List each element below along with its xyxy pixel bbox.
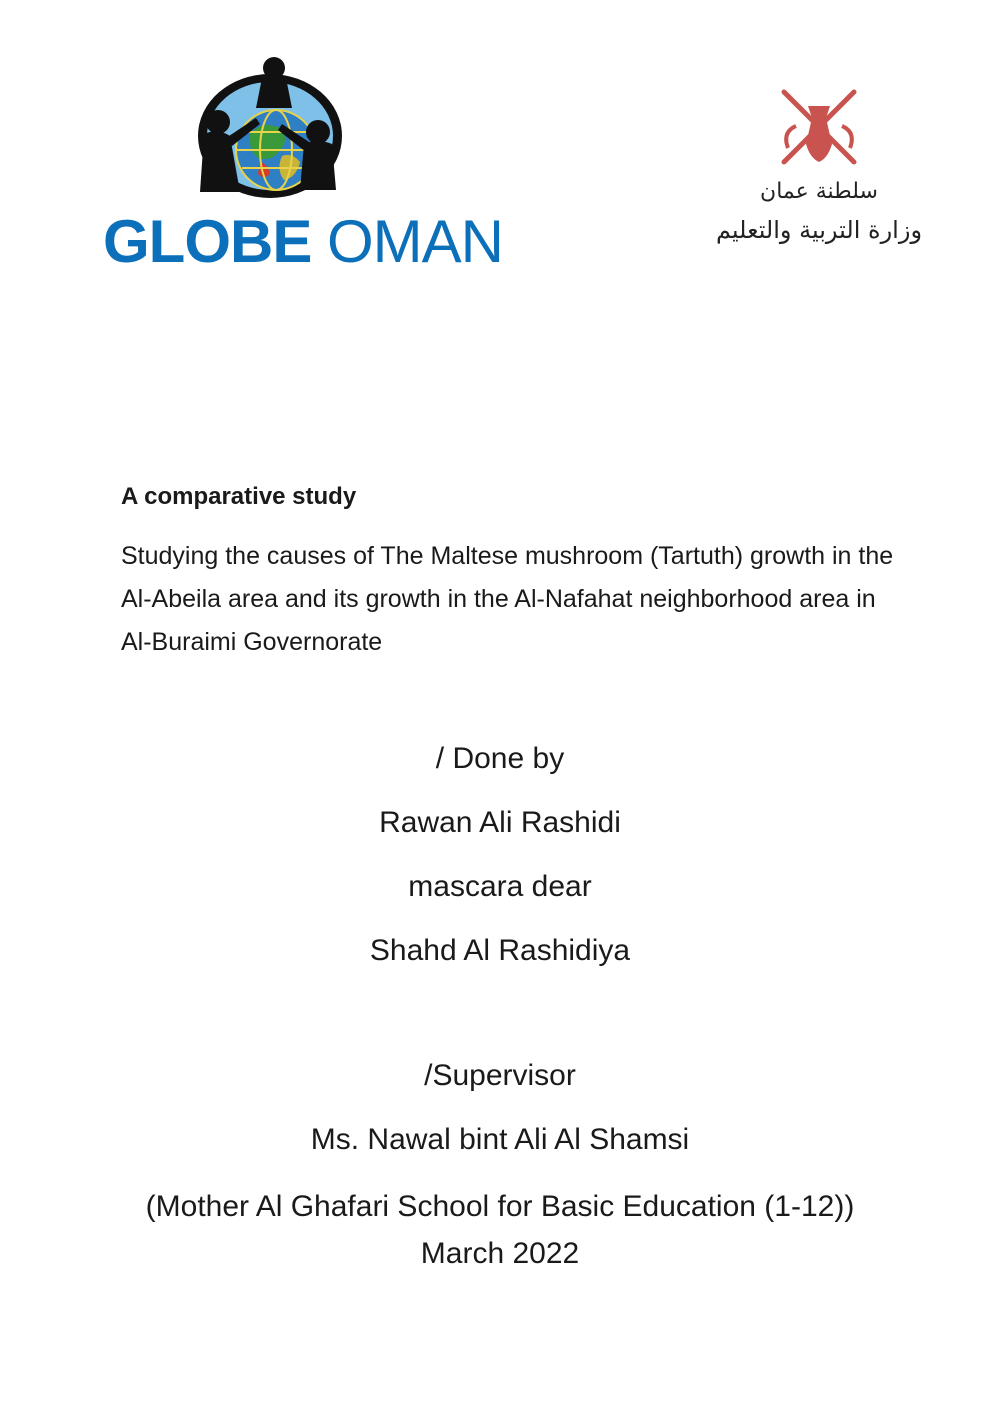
- ministry-text-line2: وزارة التربية والتعليم: [715, 216, 923, 244]
- globe-emblem-icon: [190, 52, 360, 204]
- supervisor-name: Ms. Nawal bint Ali Al Shamsi: [310, 1123, 690, 1156]
- globe-oman-wordmark: [103, 206, 503, 278]
- ministry-text-line1: سلطنة عمان: [760, 179, 878, 204]
- wordmark-oman: OMAN: [327, 208, 504, 275]
- study-title: Studying the causes of The Maltese mushroom (Tartuth) growth in the Al-Abeila area and its growth in the Al-Nafahat neighborhood area in Al-Buraimi Governorate: [121, 542, 894, 656]
- author-name: Shahd Al Rashidiya: [369, 934, 631, 967]
- ministry-logo: [708, 86, 930, 262]
- oman-khanjar-emblem-icon: [708, 86, 930, 262]
- study-type-heading: A comparative study: [121, 483, 357, 510]
- author-name: Rawan Ali Rashidi: [379, 806, 621, 839]
- supervisor-heading: /Supervisor: [424, 1059, 576, 1092]
- done-by-heading: / Done by: [435, 742, 565, 775]
- author-name: mascara dear: [408, 870, 592, 903]
- wordmark-globe: GLOBE: [103, 208, 312, 275]
- school-and-date: (Mother Al Ghafari School for Basic Education (1-12)) March 2022: [145, 1190, 855, 1270]
- globe-logo: [190, 52, 360, 204]
